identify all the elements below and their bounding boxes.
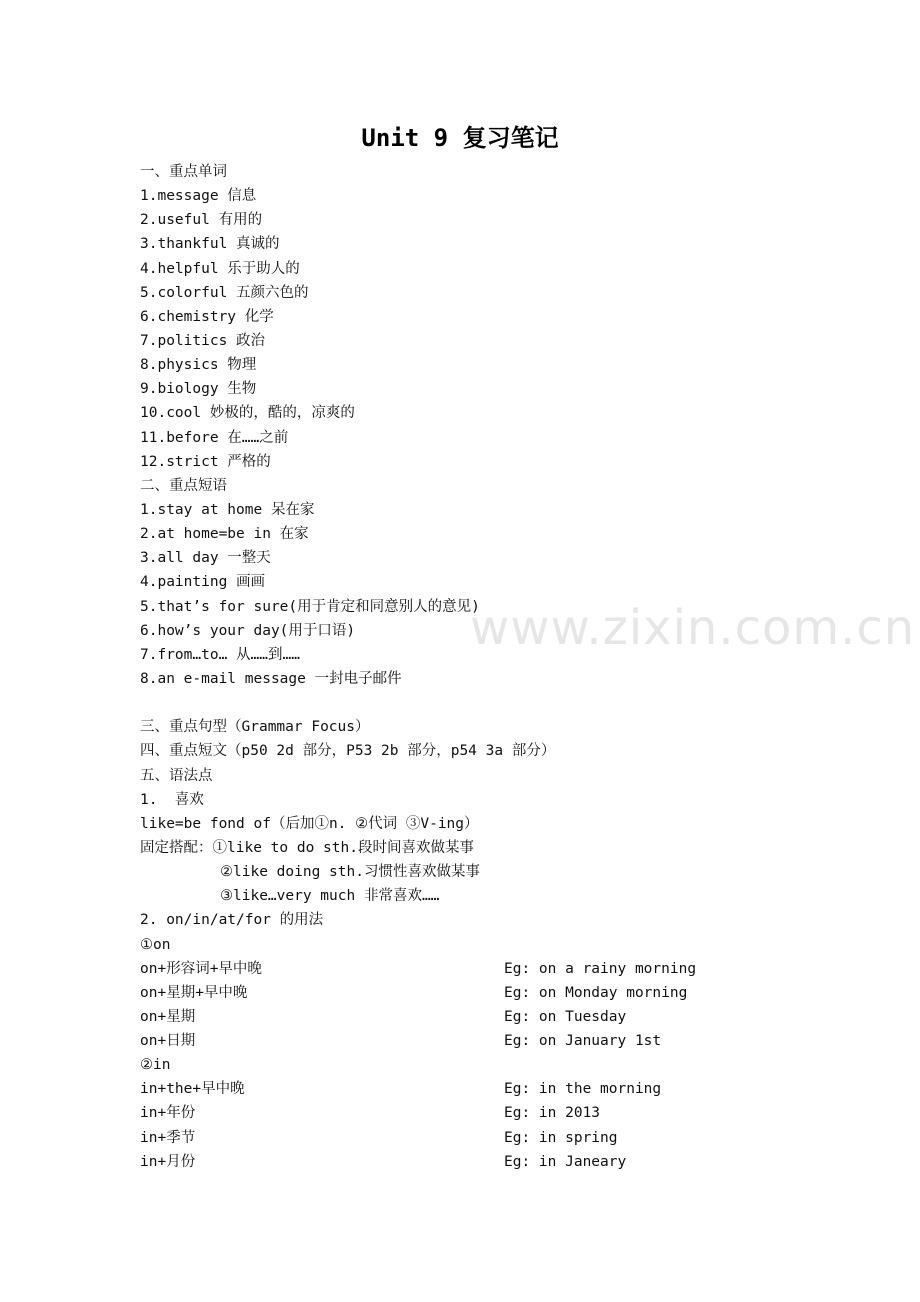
vocab-item: 4.helpful 乐于助人的 bbox=[140, 260, 300, 277]
phrase-item: 1.stay at home 呆在家 bbox=[140, 501, 315, 518]
usage-example: Eg: on January 1st bbox=[504, 1033, 662, 1050]
phrase-item: 7.from…to… 从……到…… bbox=[140, 646, 300, 663]
phrase-item: 8.an e-mail message 一封电子邮件 bbox=[140, 670, 402, 687]
vocab-item: 5.colorful 五颜六色的 bbox=[140, 284, 309, 301]
usage-example: Eg: on a rainy morning bbox=[504, 960, 697, 977]
usage-row bbox=[140, 1150, 840, 1174]
vocab-item: 1.message 信息 bbox=[140, 188, 257, 205]
vocab-item: 10.cool 妙极的，酷的，凉爽的 bbox=[140, 405, 355, 422]
usage-row bbox=[140, 1101, 840, 1125]
usage-row bbox=[140, 1005, 840, 1029]
vocab-item: 8.physics 物理 bbox=[140, 357, 257, 374]
fixed-collocation: ②like doing sth.习惯性喜欢做某事 bbox=[220, 864, 480, 881]
usage-example: Eg: in Janeary bbox=[504, 1153, 627, 1170]
usage-rule: in+季节 bbox=[140, 1129, 196, 1146]
vocab-item: 9.biology 生物 bbox=[140, 381, 257, 398]
usage-rule: in+年份 bbox=[140, 1105, 196, 1122]
usage-example: Eg: in 2013 bbox=[504, 1105, 601, 1122]
usage-example: Eg: on Tuesday bbox=[504, 1008, 627, 1025]
phrases-heading: 二、重点短语 bbox=[140, 477, 227, 494]
phrase-item: 3.all day 一整天 bbox=[140, 550, 271, 567]
usage-rule: on+星期+早中晚 bbox=[140, 984, 248, 1001]
phrase-item: 2.at home=be in 在家 bbox=[140, 526, 309, 543]
usage-example: Eg: on Monday morning bbox=[504, 984, 688, 1001]
on-label: ①on bbox=[140, 936, 171, 953]
section-heading-3: 三、重点句型（Grammar Focus） bbox=[140, 719, 370, 736]
vocab-item: 7.politics 政治 bbox=[140, 332, 266, 349]
page-title: Unit 9 复习笔记 bbox=[361, 124, 559, 152]
usage-row bbox=[140, 957, 840, 981]
vocab-item: 2.useful 有用的 bbox=[140, 212, 263, 229]
usage-rule: on+日期 bbox=[140, 1033, 196, 1050]
usage-rule: in+月份 bbox=[140, 1153, 196, 1170]
phrase-item: 4.painting 画画 bbox=[140, 574, 266, 591]
usage-row bbox=[140, 1126, 840, 1150]
section-heading-4: 四、重点短文（p50 2d 部分，P53 2b 部分，p54 3a 部分） bbox=[140, 743, 556, 760]
phrase-item: 5.that’s for sure(用于肯定和同意别人的意见) bbox=[140, 598, 480, 615]
grammar-point-1-heading: 1. 喜欢 bbox=[140, 791, 204, 808]
usage-row bbox=[140, 981, 840, 1005]
usage-rule: on+形容词+早中晚 bbox=[140, 960, 262, 977]
usage-row bbox=[140, 1029, 840, 1053]
section-heading-5: 五、语法点 bbox=[140, 767, 213, 784]
vocab-item: 3.thankful 真诚的 bbox=[140, 236, 280, 253]
vocab-item: 6.chemistry 化学 bbox=[140, 308, 274, 325]
fixed-collocation: 固定搭配：①like to do sth.段时间喜欢做某事 bbox=[140, 839, 474, 856]
document-body bbox=[140, 160, 840, 1174]
usage-example: Eg: in the morning bbox=[504, 1081, 662, 1098]
in-label: ②in bbox=[140, 1057, 171, 1074]
usage-rule: in+the+早中晚 bbox=[140, 1081, 245, 1098]
like-definition: like=be fond of（后加①n. ②代词 ③V-ing） bbox=[140, 815, 479, 832]
blank-line bbox=[140, 691, 840, 715]
vocab-item: 11.before 在……之前 bbox=[140, 429, 289, 446]
grammar-point-2-heading: 2. on/in/at/for 的用法 bbox=[140, 912, 324, 929]
watermark: www.zixin.com.cn bbox=[470, 600, 916, 656]
vocab-item: 12.strict 严格的 bbox=[140, 453, 271, 470]
vocab-heading: 一、重点单词 bbox=[140, 164, 227, 180]
usage-row bbox=[140, 1077, 840, 1101]
phrase-item: 6.how’s your day(用于口语) bbox=[140, 622, 356, 639]
usage-rule: on+星期 bbox=[140, 1008, 196, 1025]
usage-example: Eg: in spring bbox=[504, 1129, 618, 1146]
fixed-collocation: ③like…very much 非常喜欢…… bbox=[220, 888, 440, 905]
